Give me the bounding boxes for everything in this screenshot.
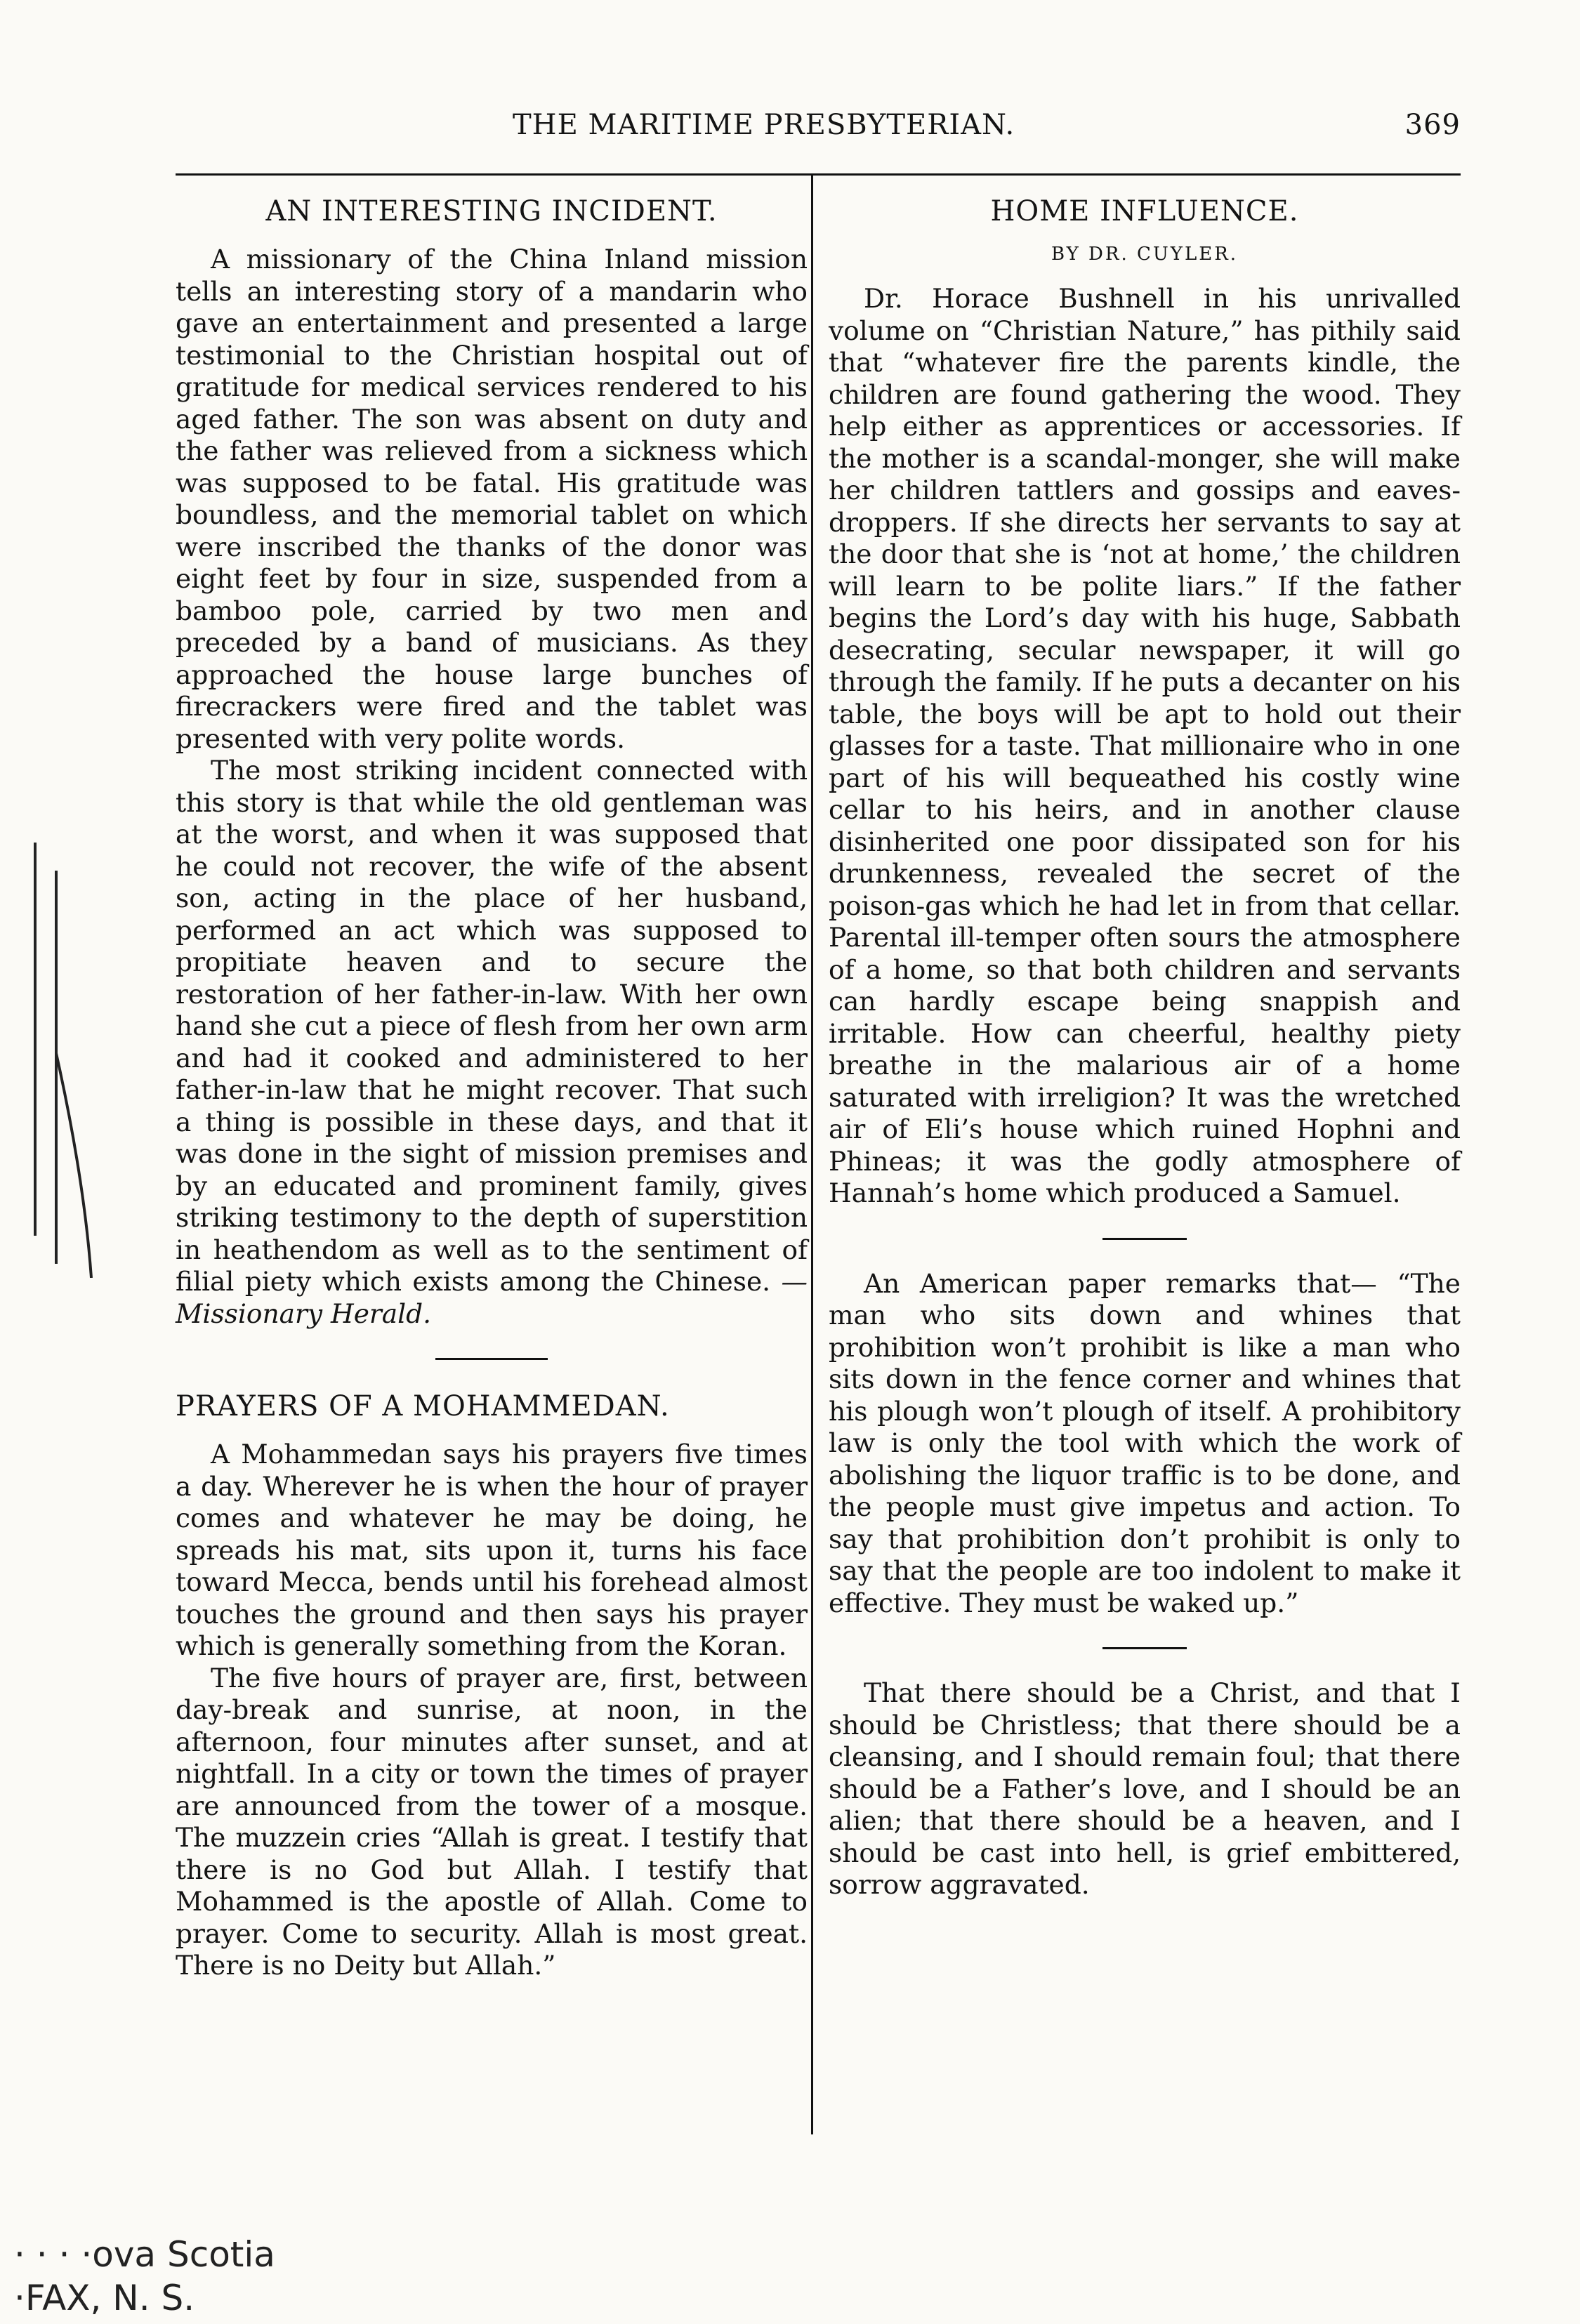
paragraph: A Mohammedan says his prayers five times a day. Wherever he is when the hour of prayer comes and whatever he may be doing, he spreads his mat, sits upon it, turns his face toward Mecca, bends until his forehead almost touches the ground and then says his prayer which is generally something from the Koran.	[176, 1439, 808, 1661]
paragraph: A missionary of the China Inland mission tells an interesting story of a mandarin who gave an entertainment and presented a large testimonial to the Christian hospital out of gratitude for medical services rendered to his aged father. The son was absent on duty and the father was relieved from a sickness which was supposed to be fatal. His gratitude was boundless, and the memorial tablet on which were inscribed the thanks of the donor was eight feet by four in size, suspended from a bamboo pole, carried by two men and preceded by a band of musicians. As they approached the house large bunches of firecrackers were fired and the tablet was presented with very polite words.	[176, 244, 808, 754]
running-head	[176, 109, 1461, 151]
stamp-line: ·FAX, N. S.	[14, 2278, 195, 2318]
paragraph: The five hours of prayer are, first, between day-break and sunrise, at noon, in the afternoon, four minutes after sunset, and at nightfall. In a city or town the times of prayer are announced from the tower of a mosque. The muzzein cries “Allah is great. I testify that there is no God but Allah. I testify that Mohammed is the apostle of Allah. Come to prayer. Come to security. Allah is most great. There is no Deity but Allah.”	[176, 1662, 808, 1981]
article-heading-prayers-mohammedan: PRAYERS OF A MOHAMMEDAN.	[176, 1390, 670, 1422]
library-stamp	[14, 2233, 275, 2320]
column-divider	[811, 176, 813, 2134]
page-number: 369	[1404, 109, 1461, 141]
stamp-line: · · · ·ova Scotia	[14, 2234, 275, 2275]
attribution: —Missionary Herald.	[176, 1266, 808, 1329]
section-separator	[435, 1358, 548, 1360]
paragraph	[176, 755, 808, 1330]
byline: BY DR. CUYLER.	[1051, 244, 1239, 265]
margin-bracket-mark	[14, 843, 98, 1278]
paragraph-text: The most striking incident connected with this story is that while the old gentleman was at the worst, and when it was supposed that he could not recover, the wife of the absent son, acting in the place of her husband, performed an act which was supposed to propitiate heaven and to secure the restoration of her father-in-law. With her own hand she cut a piece of flesh from her own arm and had it cooked and administered to her father-in-law that he might recover. That such a thing is possible in these days, and that it was done in the sight of mission premises and by an educated and prominent family, gives striking testimony to the depth of superstition in heathendom as well as to the sentiment of filial piety which exists among the Chinese.	[176, 755, 808, 1297]
article-heading-interesting-incident: AN INTERESTING INCIDENT.	[265, 195, 718, 227]
paragraph: That there should be a Christ, and that I should be Christless; that there should be a cleansing, and I should remain foul; that there should be a Father’s love, and I should be an alien; that there should be a heaven, and I should be cast into hell, is grief embittered, sorrow aggravated.	[829, 1677, 1461, 1900]
left-column	[176, 193, 808, 1982]
right-column	[829, 193, 1461, 1901]
section-separator	[1102, 1647, 1187, 1649]
journal-title: THE MARITIME PRESBYTERIAN.	[513, 109, 1015, 141]
section-separator	[1102, 1238, 1187, 1240]
paragraph: Dr. Horace Bushnell in his unrivalled volume on “Christian Nature,” has pithily said that “whatever fire the parents kindle, the children are found gathering the wood. They help either as apprentices or accessories. If the mother is a scandal-monger, she will make her children tattlers and gossips and eaves-droppers. If she directs her servants to say at the door that she is ‘not at home,’ the children will learn to be polite liars.” If the father begins the Lord’s day with his huge, Sabbath desecrating, secular newspaper, it will go through the family. If he puts a decanter on his table, the boys will be apt to hold out their glasses for a taste. That millionaire who in one part of his will bequeathed his costly wine cellar to his heirs, and in another clause disinherited one poor dissipated son for his drunkenness, revealed the secret of the poison-gas which he had let in from that cellar. Parental ill-temper often sours the atmosphere of a home, so that both children and servants can hardly escape being snappish and irritable. How can cheerful, healthy piety breathe in the malarious air of a home saturated with irreligion? It was the wretched air of Eli’s house which ruined Hophni and Phineas; it was the godly atmosphere of Hannah’s home which produced a Samuel.	[829, 283, 1461, 1208]
header-rule	[176, 173, 1461, 176]
article-heading-home-influence: HOME INFLUENCE.	[990, 195, 1299, 227]
paragraph: An American paper remarks that— “The man who sits down and whines that prohibition won’t prohibit is like a man who sits down in the fence corner and whines that his plough won’t plough of itself. A prohibitory law is only the tool with which the work of abolishing the liquor traffic is to be done, and the people must give impetus and action. To say that prohibition don’t prohibit is only to say that the people are too indolent to make it effective. They must be waked up.”	[829, 1267, 1461, 1618]
